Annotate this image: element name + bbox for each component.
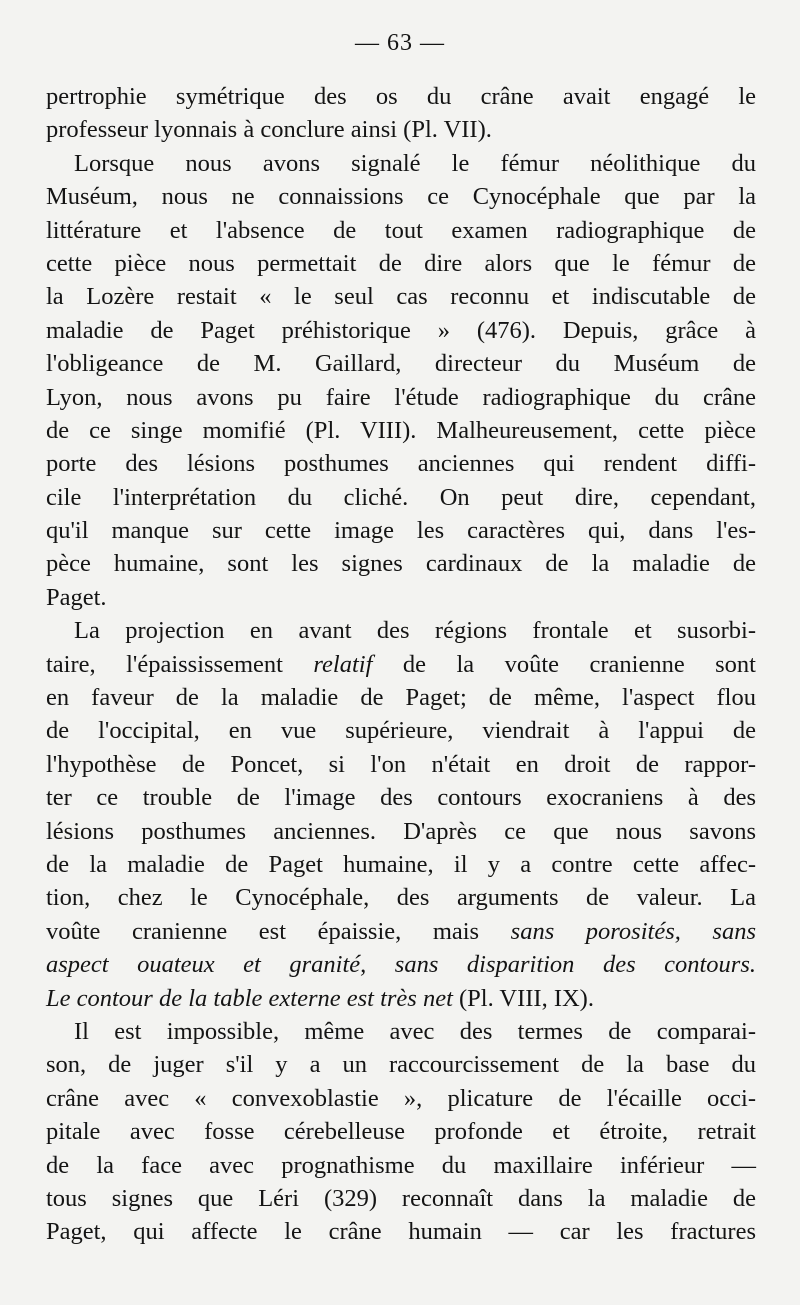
text-segment: Paget. xyxy=(46,583,107,611)
text-segment: lésions posthumes anciennes. D'après ce que nous savons xyxy=(46,817,756,845)
text-line xyxy=(46,481,756,514)
text-segment: Il est impossible, même avec des termes de comparai- xyxy=(74,1017,756,1045)
text-line xyxy=(46,748,756,781)
text-segment: de ce singe momifié (Pl. VIII). Malheureusement, cette pièce xyxy=(46,416,756,444)
text-line xyxy=(46,648,756,681)
text-segment: voûte cranienne est épaissie, mais xyxy=(46,917,511,945)
text-line xyxy=(46,915,756,948)
text-segment: Lorsque nous avons signalé le fémur néolithique du xyxy=(74,149,756,177)
text-segment: pèce humaine, sont les signes cardinaux de la maladie de xyxy=(46,550,756,578)
text-segment: qu'il manque sur cette image les caractères qui, dans l'es- xyxy=(46,517,756,545)
text-line xyxy=(46,247,756,280)
text-line xyxy=(46,614,756,647)
text-line xyxy=(46,881,756,914)
page-number: — 63 — xyxy=(355,30,445,56)
text-line xyxy=(46,180,756,213)
text-line xyxy=(46,414,756,447)
text-line xyxy=(46,214,756,247)
text-line xyxy=(46,314,756,347)
text-segment: l'obligeance de M. Gaillard, directeur du Muséum de xyxy=(46,350,756,378)
text-line xyxy=(46,447,756,480)
text-line xyxy=(46,581,756,614)
text-line xyxy=(46,547,756,580)
text-segment: l'hypothèse de Poncet, si l'on n'était en droit de rappor- xyxy=(46,750,756,778)
text-segment: pertrophie symétrique des os du crâne avait engagé le xyxy=(46,83,756,110)
text-segment: tion, chez le Cynocéphale, des arguments de valeur. La xyxy=(46,884,756,912)
text-segment: Lyon, nous avons pu faire l'étude radiographique du crâne xyxy=(46,383,756,411)
text-line xyxy=(46,815,756,848)
text-segment: en faveur de la maladie de Paget; de même, l'aspect flou xyxy=(46,684,756,712)
text-line xyxy=(46,113,756,146)
text-segment: cette pièce nous permettait de dire alors que le fémur de xyxy=(46,249,756,277)
text-line xyxy=(46,347,756,380)
text-line xyxy=(46,80,756,113)
italic-text-segment: aspect ouateux et granité, sans disparition des contours. xyxy=(46,951,756,979)
text-line xyxy=(46,848,756,881)
text-line xyxy=(46,147,756,180)
text-segment: taire, l'épaississement xyxy=(46,650,314,678)
text-segment: Muséum, nous ne connaissions ce Cynocéphale que par la xyxy=(46,183,756,211)
text-line xyxy=(46,681,756,714)
text-line xyxy=(46,1215,756,1248)
text-segment: (Pl. VIII, IX). xyxy=(452,984,594,1012)
text-segment: professeur lyonnais à conclure ainsi (Pl. VII). xyxy=(46,116,492,144)
text-segment: ter ce trouble de l'image des contours exocraniens à des xyxy=(46,784,756,812)
text-line xyxy=(46,1182,756,1215)
text-segment: La projection en avant des régions frontale et susorbi- xyxy=(74,617,756,645)
text-line xyxy=(46,714,756,747)
text-line xyxy=(46,1015,756,1048)
text-line xyxy=(46,514,756,547)
text-segment: littérature et l'absence de tout examen radiographique de xyxy=(46,216,756,244)
text-line xyxy=(46,982,756,1015)
text-line xyxy=(46,781,756,814)
italic-text-segment: sans porosités, sans xyxy=(510,917,757,945)
text-segment: tous signes que Léri (329) reconnaît dans la maladie de xyxy=(46,1184,756,1212)
text-segment: son, de juger s'il y a un raccourcissement de la base du xyxy=(46,1051,756,1079)
text-segment: de la maladie de Paget humaine, il y a contre cette affec- xyxy=(46,850,756,878)
text-segment: crâne avec « convexoblastie », plicature de l'écaille occi- xyxy=(46,1084,756,1112)
text-line xyxy=(46,1149,756,1182)
text-segment: la Lozère restait « le seul cas reconnu et indiscutable de xyxy=(46,283,756,311)
text-line xyxy=(46,1115,756,1148)
text-segment: maladie de Paget préhistorique » (476). Depuis, grâce à xyxy=(46,316,756,344)
text-segment: pitale avec fosse cérebelleuse profonde et étroite, retrait xyxy=(46,1118,756,1146)
text-line xyxy=(46,1082,756,1115)
text-segment: Paget, qui affecte le crâne humain — car les fractures xyxy=(46,1218,756,1246)
text-line xyxy=(46,280,756,313)
body-text xyxy=(46,80,756,1249)
text-line xyxy=(46,948,756,981)
text-segment: cile l'interprétation du cliché. On peut dire, cependant, xyxy=(46,483,756,511)
text-line xyxy=(46,381,756,414)
italic-text-segment: Le contour de la table externe est très net xyxy=(46,984,453,1012)
text-segment: porte des lésions posthumes anciennes qui rendent diffi- xyxy=(46,450,756,478)
text-segment: de l'occipital, en vue supérieure, viendrait à l'appui de xyxy=(46,717,756,745)
italic-text-segment: relatif xyxy=(313,650,373,678)
text-segment: de la voûte cranienne sont xyxy=(372,650,756,678)
text-line xyxy=(46,1048,756,1081)
text-segment: de la face avec prognathisme du maxillaire inférieur — xyxy=(46,1151,756,1179)
